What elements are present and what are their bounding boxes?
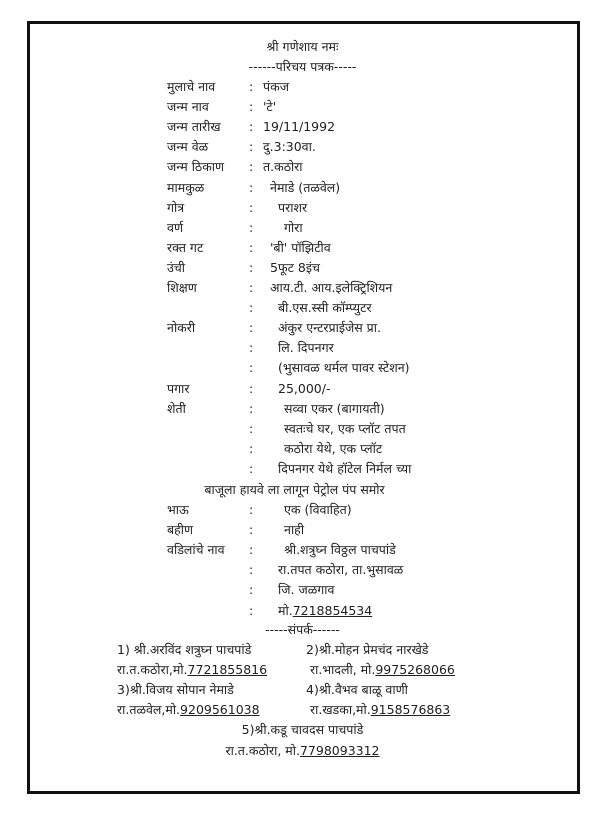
- detail-value: 'बी' पॉझिटीव: [270, 239, 331, 255]
- detail-row: [0, 238, 605, 258]
- contact-3-address: रा.तळवेल,मो.: [117, 702, 181, 717]
- detail-row: [0, 97, 605, 117]
- detail-label: जन्म नाव: [167, 99, 209, 115]
- detail-value: स्वतःचे घर, एक प्लॉट तपत: [284, 420, 406, 436]
- detail-label: बहीण: [167, 522, 194, 538]
- detail-row: [0, 419, 605, 439]
- detail-value: लि. दिपनगर: [278, 340, 334, 356]
- detail-row: [0, 439, 605, 459]
- colon-separator: :: [249, 420, 254, 436]
- detail-label: जन्म ठिकाण: [167, 159, 225, 175]
- detail-row: [0, 298, 605, 318]
- detail-label: गोत्र: [167, 199, 185, 215]
- detail-label: शिक्षण: [167, 280, 197, 295]
- contact-row: [0, 741, 605, 761]
- contact-5-name: 5)श्री.कडू चावदस पाचपांडे: [241, 722, 364, 737]
- colon-separator: :: [249, 99, 254, 115]
- detail-row: [0, 318, 605, 338]
- contact-row: [0, 640, 605, 660]
- detail-row: [0, 77, 605, 97]
- detail-row: [0, 601, 605, 621]
- detail-value: एक (विवाहित): [284, 502, 352, 517]
- colon-separator: :: [249, 440, 254, 456]
- contact-2-name: 2)श्री.मोहन प्रेमचंद नारखेडे: [306, 642, 429, 657]
- colon-separator: :: [249, 380, 254, 396]
- colon-separator: :: [249, 300, 254, 316]
- detail-label: जन्म वेळ: [167, 139, 209, 155]
- contact-5-address: रा.त.कठोरा, मो.: [225, 743, 300, 758]
- contact-3-name: 3)श्री.विजय सोपान नेमाडे: [117, 682, 234, 697]
- contact-row: [0, 680, 605, 700]
- detail-value: कठोरा येथे, एक प्लॉट: [284, 440, 383, 456]
- colon-separator: :: [249, 542, 254, 558]
- detail-value: दु.3:30वा.: [263, 139, 316, 155]
- detail-value: 19/11/1992: [263, 119, 336, 135]
- colon-separator: :: [249, 179, 254, 195]
- father-phone[interactable]: 7218854534: [292, 602, 373, 618]
- colon-separator: :: [249, 239, 254, 255]
- colon-separator: :: [249, 139, 254, 155]
- contact-heading: -----संपर्क------: [265, 622, 340, 637]
- detail-row: [0, 157, 605, 177]
- colon-separator: :: [249, 219, 254, 235]
- invocation-title: श्री गणेशाय नमः: [266, 39, 339, 54]
- detail-value: आय.टी. आय.इलेक्ट्रिशियन: [270, 280, 393, 295]
- detail-label: वडिलांचे नाव: [167, 542, 225, 558]
- detail-row: [0, 399, 605, 419]
- detail-value: पंकज: [263, 79, 289, 94]
- colon-separator: :: [249, 259, 254, 275]
- detail-label: भाऊ: [167, 502, 189, 517]
- detail-value: त.कठोरा: [263, 159, 303, 175]
- detail-label: शेती: [167, 400, 186, 416]
- contact-1-phone[interactable]: 7721855816: [187, 662, 268, 677]
- colon-separator: :: [249, 582, 254, 598]
- detail-label: मामकुळ: [167, 179, 205, 195]
- colon-separator: :: [249, 602, 254, 618]
- detail-value: दिपनगर येथे हॉटेल निर्मल च्या: [278, 460, 412, 476]
- colon-separator: :: [249, 280, 254, 295]
- detail-value: नाही: [284, 522, 305, 538]
- detail-label: रक्त गट: [167, 239, 204, 255]
- detail-row: [0, 117, 605, 137]
- detail-row: [0, 137, 605, 157]
- detail-label: उंची: [167, 259, 186, 275]
- detail-value: 25,000/-: [278, 380, 331, 396]
- detail-label: जन्म तारीख: [167, 119, 221, 135]
- detail-value: 'टे': [263, 99, 277, 115]
- detail-value: गोरा: [284, 219, 303, 235]
- contact-1-address: रा.त.कठोरा,मो.: [117, 662, 188, 677]
- detail-value: (भुसावळ थर्मल पावर स्टेशन): [278, 360, 410, 376]
- colon-separator: :: [249, 562, 254, 578]
- address-continuation: बाजूला हायवे ला लागून पेट्रोल पंप समोर: [204, 482, 385, 497]
- contact-2-address: रा.भादली, मो.: [310, 662, 376, 677]
- detail-value: पराशर: [278, 199, 308, 215]
- colon-separator: :: [249, 360, 254, 376]
- colon-separator: :: [249, 199, 254, 215]
- detail-row: [0, 358, 605, 378]
- colon-separator: :: [249, 340, 254, 356]
- detail-row: [0, 379, 605, 399]
- detail-value: 5फूट 8इंच: [270, 259, 320, 275]
- colon-separator: :: [249, 522, 254, 538]
- detail-row: [0, 580, 605, 600]
- detail-row: [0, 540, 605, 560]
- colon-separator: :: [249, 79, 254, 94]
- detail-label: नोकरी: [167, 320, 196, 336]
- detail-label: पगार: [167, 380, 190, 396]
- detail-value: [278, 601, 372, 621]
- contact-4-address: रा.खडका,मो.: [310, 702, 371, 717]
- colon-separator: :: [249, 119, 254, 135]
- detail-row: [0, 198, 605, 218]
- detail-value: सव्वा एकर (बागायती): [284, 400, 385, 416]
- detail-label: मुलाचे नाव: [167, 79, 216, 94]
- phone-prefix: मो.: [278, 602, 293, 618]
- detail-row: [0, 258, 605, 278]
- detail-label: वर्ण: [167, 219, 183, 235]
- detail-row: [0, 278, 605, 298]
- detail-row: [0, 178, 605, 198]
- colon-separator: :: [249, 460, 254, 476]
- detail-row: [0, 560, 605, 580]
- document-subtitle: ------परिचय पत्रक-----: [248, 59, 357, 74]
- contact-1-name: 1) श्री.अरविंद शत्रुघ्न पाचपांडे: [117, 642, 252, 657]
- detail-row: [0, 338, 605, 358]
- detail-value: नेमाडे (तळवेल): [270, 179, 341, 195]
- colon-separator: :: [249, 320, 254, 336]
- contact-4-phone[interactable]: 9158576863: [370, 702, 451, 717]
- contact-2-phone[interactable]: 9975268066: [375, 662, 455, 677]
- detail-row: [0, 459, 605, 479]
- contact-row: [0, 660, 605, 680]
- colon-separator: :: [249, 502, 254, 517]
- contact-4-name: 4)श्री.वैभव बाळू वाणी: [306, 682, 408, 697]
- contact-row: [0, 700, 605, 720]
- detail-row: [0, 520, 605, 540]
- detail-value: अंकुर एन्टरप्राईजेस प्रा.: [278, 320, 381, 336]
- colon-separator: :: [249, 400, 254, 416]
- colon-separator: :: [249, 159, 254, 175]
- detail-row: [0, 218, 605, 238]
- detail-value: बी.एस.स्सी कॉम्प्युटर: [278, 300, 372, 316]
- contact-3-phone[interactable]: 9209561038: [180, 702, 260, 717]
- detail-row: [0, 500, 605, 520]
- detail-value: श्री.शत्रुघ्न विठ्ठल पाचपांडे: [284, 542, 396, 558]
- detail-value: जि. जळगाव: [278, 582, 335, 598]
- contact-5-phone[interactable]: 7798093312: [299, 743, 380, 758]
- detail-value: रा.तपत कठोरा, ता.भुसावळ: [278, 562, 404, 578]
